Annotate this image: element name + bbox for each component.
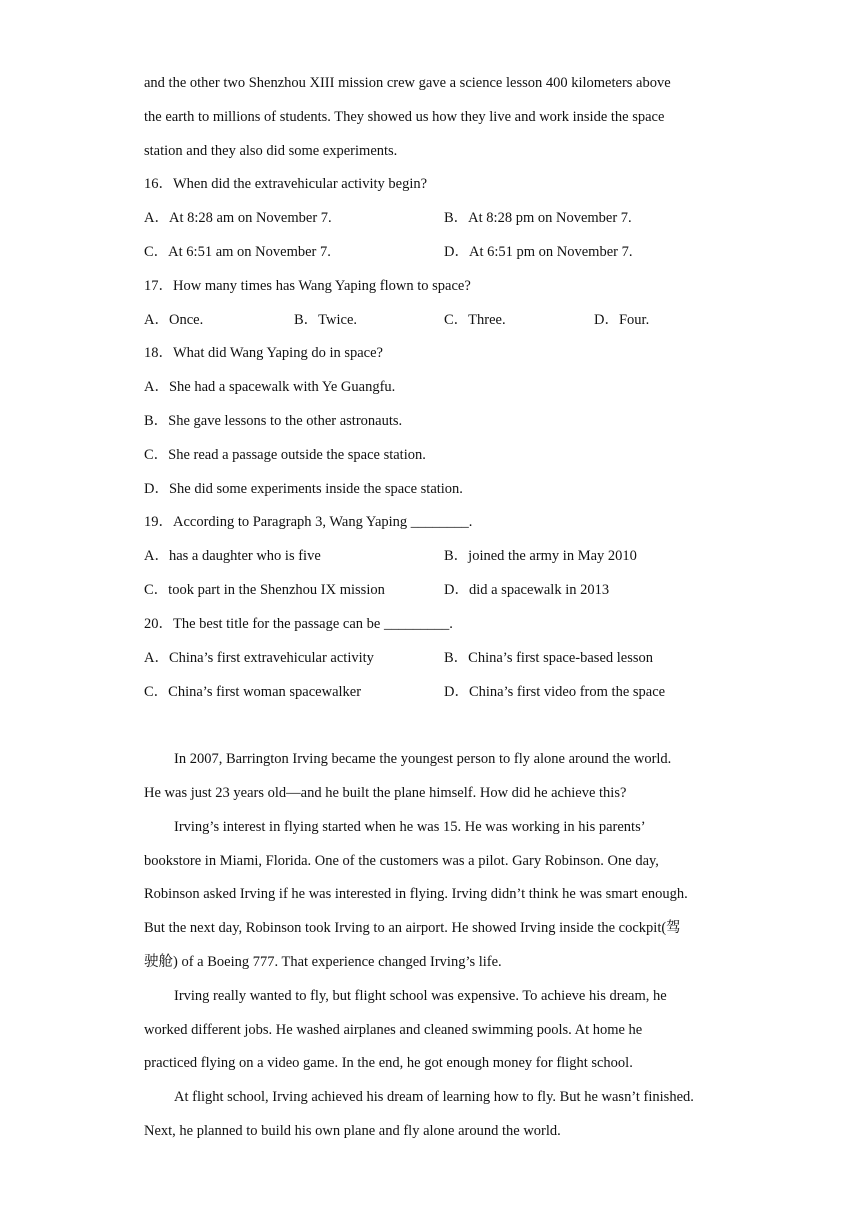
passage-line: He was just 23 years old—and he built the plane himself. How did he achieve this?: [144, 785, 627, 801]
option-b: B．joined the army in May 2010: [444, 548, 637, 564]
option-a: A．At 8:28 am on November 7.: [144, 210, 332, 226]
question-stem: 16．When did the extravehicular activity begin?: [144, 176, 428, 192]
passage-line: At flight school, Irving achieved his dream of learning how to fly. But he wasn’t finished.: [174, 1089, 694, 1105]
passage-line: the earth to millions of students. They showed us how they live and work inside the space: [144, 109, 665, 125]
option-a: A．has a daughter who is five: [144, 548, 321, 564]
question-stem: 19．According to Paragraph 3, Wang Yaping ________.: [144, 514, 473, 530]
option-b: B．At 8:28 pm on November 7.: [444, 210, 632, 226]
passage-line: Irving really wanted to fly, but flight school was expensive. To achieve his dream, he: [174, 988, 667, 1004]
option-b: B．China’s first space-based lesson: [444, 650, 654, 666]
passage-line: Robinson asked Irving if he was interested in flying. Irving didn’t think he was smart enough.: [144, 886, 688, 902]
passage-line: bookstore in Miami, Florida. One of the customers was a pilot. Gary Robinson. One day,: [144, 853, 659, 869]
option-d: D．Four.: [594, 312, 650, 328]
passage-line: worked different jobs. He washed airplanes and cleaned swimming pools. At home he: [144, 1022, 643, 1038]
passage-line: and the other two Shenzhou XIII mission crew gave a science lesson 400 kilometers above: [144, 75, 671, 91]
option-b: B．Twice.: [294, 312, 358, 328]
passage-line: But the next day, Robinson took Irving to an airport. He showed Irving inside the cockpit(驾: [144, 920, 681, 936]
option-c: C．Three.: [444, 312, 506, 328]
option-c: C．She read a passage outside the space station.: [144, 447, 426, 463]
passage-line: station and they also did some experiments.: [144, 143, 398, 159]
option-a: A．She had a spacewalk with Ye Guangfu.: [144, 379, 396, 395]
passage-line: Irving’s interest in flying started when he was 15. He was working in his parents’: [174, 819, 646, 835]
option-d: D．China’s first video from the space: [444, 684, 666, 700]
option-a: A．Once.: [144, 312, 204, 328]
question-stem: 20．The best title for the passage can be _________.: [144, 616, 453, 632]
option-d: D．At 6:51 pm on November 7.: [444, 244, 633, 260]
option-c: C．At 6:51 am on November 7.: [144, 244, 331, 260]
option-a: A．China’s first extravehicular activity: [144, 650, 374, 666]
passage-line: Next, he planned to build his own plane and fly alone around the world.: [144, 1123, 561, 1139]
option-d: D．She did some experiments inside the space station.: [144, 481, 463, 497]
question-stem: 18．What did Wang Yaping do in space?: [144, 345, 383, 361]
question-stem: 17．How many times has Wang Yaping flown to space?: [144, 278, 471, 294]
option-b: B．She gave lessons to the other astronauts.: [144, 413, 403, 429]
passage-line: 驶舱) of a Boeing 777. That experience changed Irving’s life.: [144, 954, 502, 970]
option-c: C．took part in the Shenzhou IX mission: [144, 582, 385, 598]
option-c: C．China’s first woman spacewalker: [144, 684, 362, 700]
option-d: D．did a spacewalk in 2013: [444, 582, 610, 598]
passage-line: practiced flying on a video game. In the end, he got enough money for flight school.: [144, 1055, 633, 1071]
passage-line: In 2007, Barrington Irving became the youngest person to fly alone around the world.: [174, 751, 672, 767]
